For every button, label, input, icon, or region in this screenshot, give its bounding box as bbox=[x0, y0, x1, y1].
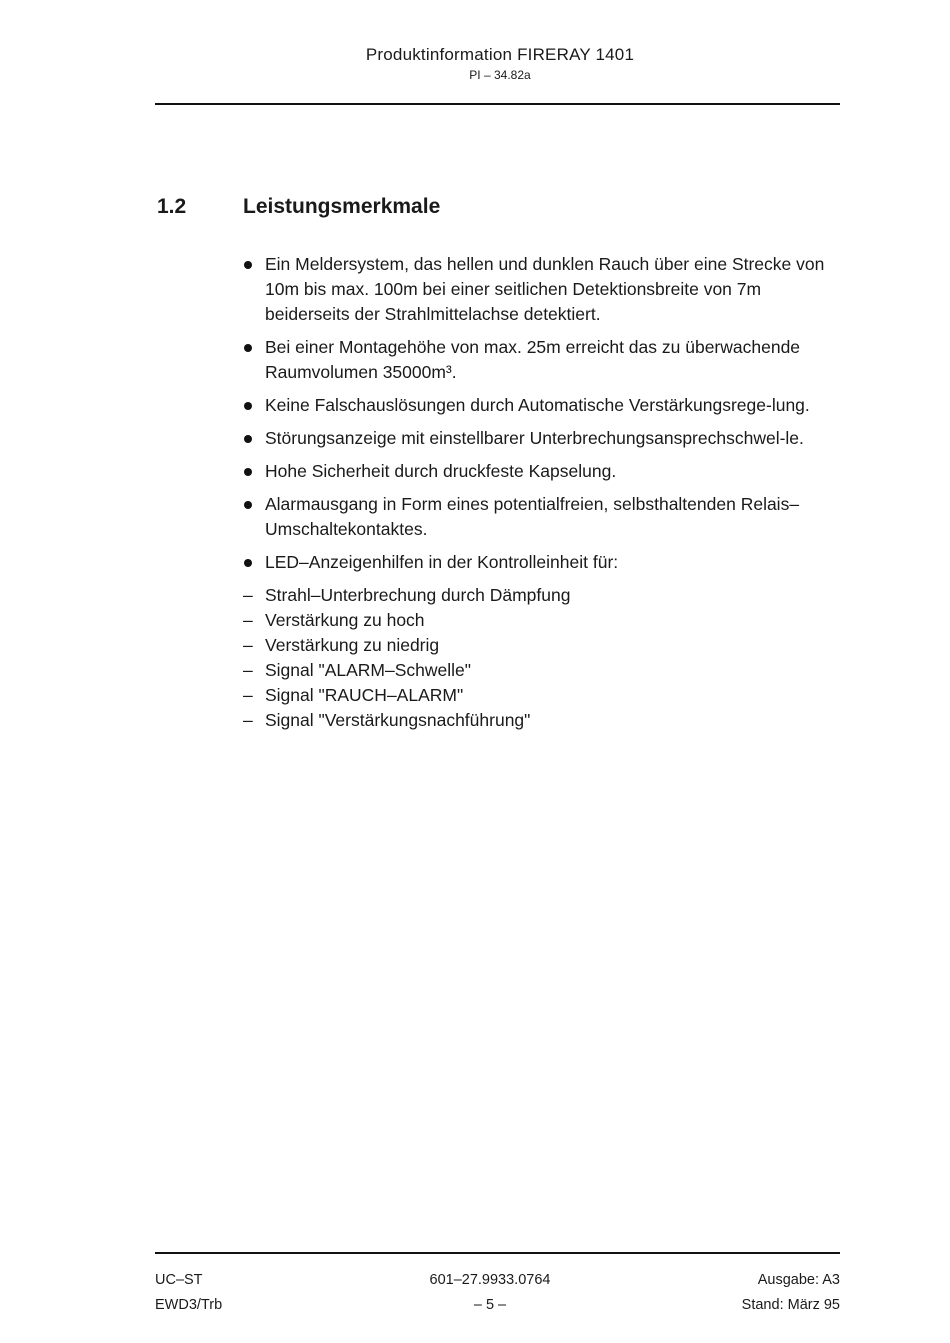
feature-list bbox=[243, 252, 843, 733]
bullet-icon bbox=[244, 468, 252, 476]
led-indicator-item bbox=[243, 608, 843, 633]
led-indicator-list bbox=[243, 583, 843, 733]
led-indicator-item bbox=[243, 633, 843, 658]
revision-date: Stand: März 95 bbox=[741, 1297, 840, 1313]
page-number: – 5 – bbox=[473, 1297, 507, 1313]
department-code: UC–ST bbox=[155, 1272, 203, 1288]
footer-right bbox=[640, 1268, 840, 1318]
feature-item bbox=[243, 426, 843, 451]
sub-list-container bbox=[243, 583, 843, 733]
feature-text: Keine Falschauslösungen durch Automatische Verstärkungsrege-lung. bbox=[265, 395, 810, 415]
led-indicator-item bbox=[243, 708, 843, 733]
dash-icon: – bbox=[243, 635, 253, 655]
led-indicator-item bbox=[243, 583, 843, 608]
section-number: 1.2 bbox=[157, 195, 187, 218]
bullet-icon bbox=[244, 559, 252, 567]
dash-icon: – bbox=[243, 585, 253, 605]
feature-text: Hohe Sicherheit durch druckfeste Kapselung. bbox=[265, 461, 617, 481]
led-indicator-text: Signal "RAUCH–ALARM" bbox=[265, 685, 464, 705]
author-code: EWD3/Trb bbox=[155, 1297, 223, 1313]
bullet-icon bbox=[244, 344, 252, 352]
feature-text: Alarmausgang in Form eines potentialfreien, selbsthaltenden Relais–Umschaltekontaktes. bbox=[265, 494, 800, 539]
dash-icon: – bbox=[243, 660, 253, 680]
led-indicator-text: Signal "ALARM–Schwelle" bbox=[265, 660, 471, 680]
feature-item bbox=[243, 393, 843, 418]
footer-left bbox=[155, 1268, 222, 1318]
led-indicator-text: Strahl–Unterbrechung durch Dämpfung bbox=[265, 585, 571, 605]
dash-icon: – bbox=[243, 610, 253, 630]
bullet-icon bbox=[244, 261, 252, 269]
feature-item bbox=[243, 335, 843, 385]
section-title: Leistungsmerkmale bbox=[243, 195, 441, 218]
feature-text: Ein Meldersystem, das hellen und dunklen Rauch über eine Strecke von 10m bis max. 100m bei einer seitlichen Detektionsbreite von 7m beiderseits der Strahlmittelachse detektiert. bbox=[265, 254, 825, 324]
led-indicator-text: Signal "Verstärkungsnachführung" bbox=[265, 710, 531, 730]
bullet-icon bbox=[244, 435, 252, 443]
feature-text: Störungsanzeige mit einstellbarer Unterbrechungsansprechschwel-le. bbox=[265, 428, 804, 448]
footer-rule bbox=[155, 1252, 840, 1254]
led-indicator-text: Verstärkung zu niedrig bbox=[265, 635, 440, 655]
bullet-icon bbox=[244, 501, 252, 509]
dash-icon: – bbox=[243, 685, 253, 705]
feature-item bbox=[243, 550, 843, 575]
feature-text: LED–Anzeigenhilfen in der Kontrolleinheit für: bbox=[265, 552, 619, 572]
feature-item bbox=[243, 252, 843, 327]
dash-icon: – bbox=[243, 710, 253, 730]
led-indicator-text: Verstärkung zu hoch bbox=[265, 610, 425, 630]
feature-item bbox=[243, 492, 843, 542]
header-rule bbox=[155, 103, 840, 105]
led-indicator-item bbox=[243, 658, 843, 683]
feature-text: Bei einer Montagehöhe von max. 25m erreicht das zu überwachende Raumvolumen 35000m³. bbox=[265, 337, 801, 382]
bullet-icon bbox=[244, 402, 252, 410]
feature-item bbox=[243, 459, 843, 484]
page-header bbox=[0, 44, 950, 83]
document-title: Produktinformation FIRERAY 1401 bbox=[365, 45, 635, 64]
led-indicator-item bbox=[243, 683, 843, 708]
document-reference: 601–27.9933.0764 bbox=[429, 1272, 551, 1288]
footer-center bbox=[390, 1268, 590, 1318]
edition: Ausgabe: A3 bbox=[757, 1272, 840, 1288]
document-number: PI – 34.82a bbox=[469, 68, 531, 82]
